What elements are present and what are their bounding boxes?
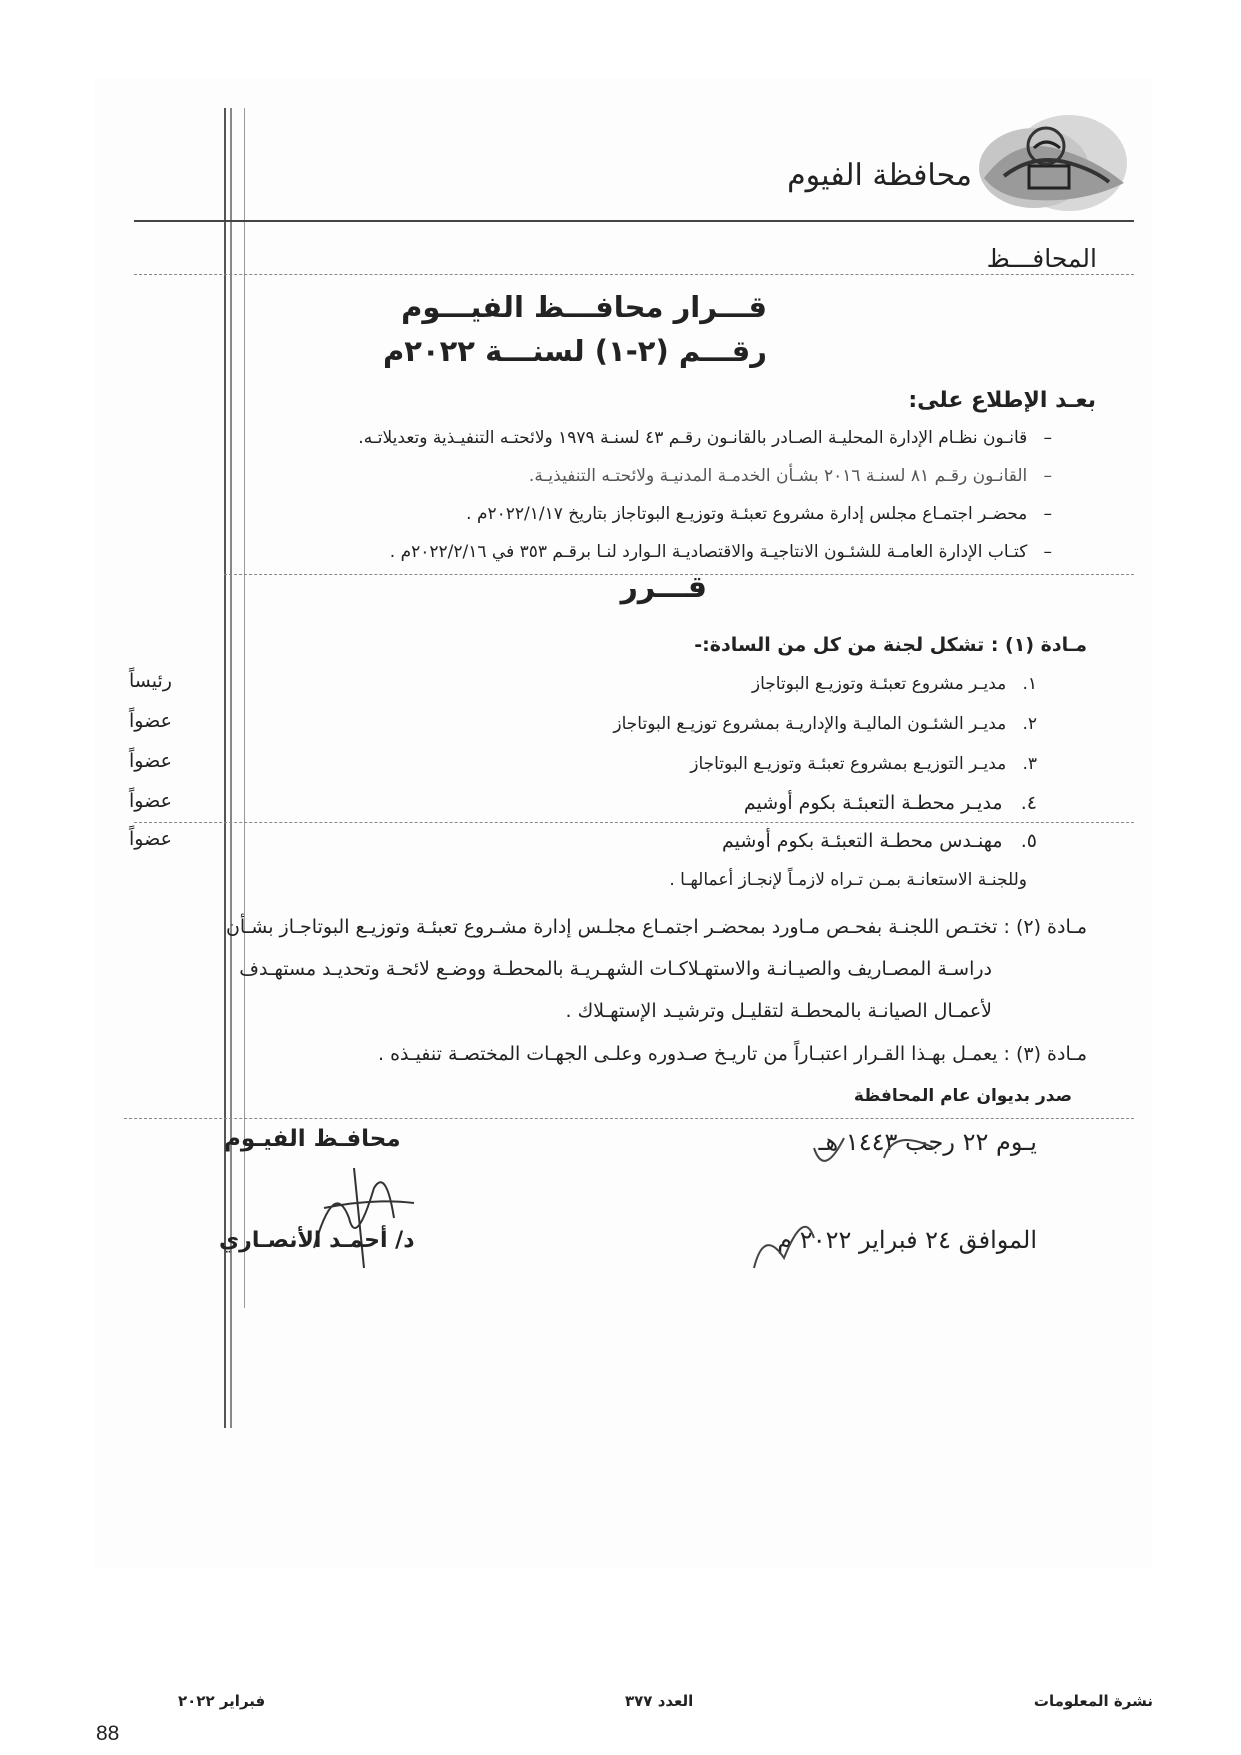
- footer-publication: نشرة المعلومات: [1033, 1692, 1153, 1710]
- handwriting-marks-icon: [694, 1118, 954, 1288]
- scanned-document: [94, 78, 1152, 1568]
- divider: [134, 274, 1134, 275]
- signatory-name: د/ أحمـد الأنصـاري: [219, 1228, 415, 1253]
- member-item: ٥. مهنـدس محطـة التعبئـة بكوم أوشيم: [721, 830, 1037, 852]
- committee-note: وللجنـة الاستعانـة بمـن تـراه لازمـاً لإنجـاز أعمالهـا .: [669, 870, 1027, 890]
- preamble-item: – كتـاب الإدارة العامـة للشئـون الانتاجيـة والاقتصاديـة الـوارد لنـا برقـم ٣٥٣ في ٢٠٢٢/٢/١٦م .: [389, 542, 1052, 562]
- member-item: ١. مديـر مشروع تعبئـة وتوزيـع البوتاجاز: [751, 674, 1037, 694]
- footer-issue: العدد ٣٧٧: [625, 1692, 694, 1710]
- issued-at: صدر بديوان عام المحافظة: [853, 1086, 1072, 1106]
- member-item: ٢. مديـر الشئـون الماليـة والإداريـة بمشروع توزيـع البوتاجاز: [613, 714, 1037, 734]
- signatory-title: محافـظ الفيـوم: [224, 1126, 401, 1152]
- preamble-item: – قانـون نظـام الإدارة المحليـة الصـادر بالقانـون رقـم ٤٣ لسنـة ١٩٧٩ ولائحتـه التنفيـذية وتعديلاتـه.: [358, 428, 1052, 448]
- footer-month: فبراير ٢٠٢٢: [178, 1692, 266, 1710]
- page-number: 88: [96, 1722, 120, 1745]
- member-item: ٣. مديـر التوزيـع بمشروع تعبئـة وتوزيـع البوتاجاز: [690, 754, 1037, 774]
- article-3: مـادة (٣) : يعمـل بهـذا القـرار اعتبـاراً من تاريـخ صـدوره وعلـى الجهـات المختصـة تنفيـذه .: [378, 1043, 1087, 1065]
- office-label: المحافـــظ: [986, 244, 1097, 273]
- member-role: رئيساً: [129, 670, 172, 692]
- decision-title: قـــرار محافـــظ الفيـــوم: [401, 290, 767, 324]
- decision-number: رقـــم (٢-١) لسنـــة ٢٠٢٢م: [382, 334, 767, 368]
- decided-heading: قـــرر: [620, 570, 707, 605]
- divider: [124, 1118, 1134, 1119]
- member-role: عضواً: [129, 750, 172, 772]
- member-item: ٤. مديـر محطـة التعبئـة بكوم أوشيم: [743, 792, 1037, 814]
- date-hijri: يـوم ٢٢ رجب ١٤٤٣ هـ: [818, 1128, 1037, 1156]
- governorate-name: محافظة الفيوم: [787, 158, 972, 193]
- signature-icon: [294, 1158, 424, 1278]
- member-role: عضواً: [129, 828, 172, 850]
- article-2-line: مـادة (٢) : تختـص اللجنـة بفحـص مـاورد بمحضـر اجتمـاع مجلـس إدارة مشـروع تعبئـة وتوزيـع البوتاجـاز بشـأن: [225, 916, 1087, 938]
- article-1-heading: مـادة (١) : تشكل لجنة من كل من السادة:-: [694, 634, 1087, 656]
- preamble-item: – القانـون رقـم ٨١ لسنـة ٢٠١٦ بشـأن الخدمـة المدنيـة ولائحتـه التنفيذيـة.: [528, 466, 1052, 486]
- member-role: عضواً: [129, 710, 172, 732]
- preamble-item: – محضـر اجتمـاع مجلس إدارة مشروع تعبئـة وتوزيـع البوتاجاز بتاريخ ٢٠٢٢/١/١٧م .: [466, 504, 1052, 524]
- fayoum-logo-icon: [974, 108, 1134, 218]
- header-rule: [134, 220, 1134, 222]
- divider: [134, 822, 1134, 823]
- article-2-line: دراسـة المصـاريف والصيـانـة والاستهـلاكـات الشهـريـة بالمحطـة ووضـع لائحـة وتحديـد مستهـدف: [239, 958, 992, 980]
- member-role: عضواً: [129, 790, 172, 812]
- article-2-line: لأعمـال الصيانـة بالمحطـة لتقليـل وترشيـد الإستهـلاك .: [565, 1000, 992, 1022]
- preamble-intro: بعـد الإطلاع على:: [908, 388, 1096, 413]
- date-gregorian: الموافق ٢٤ فبراير ٢٠٢٢ م: [777, 1226, 1037, 1254]
